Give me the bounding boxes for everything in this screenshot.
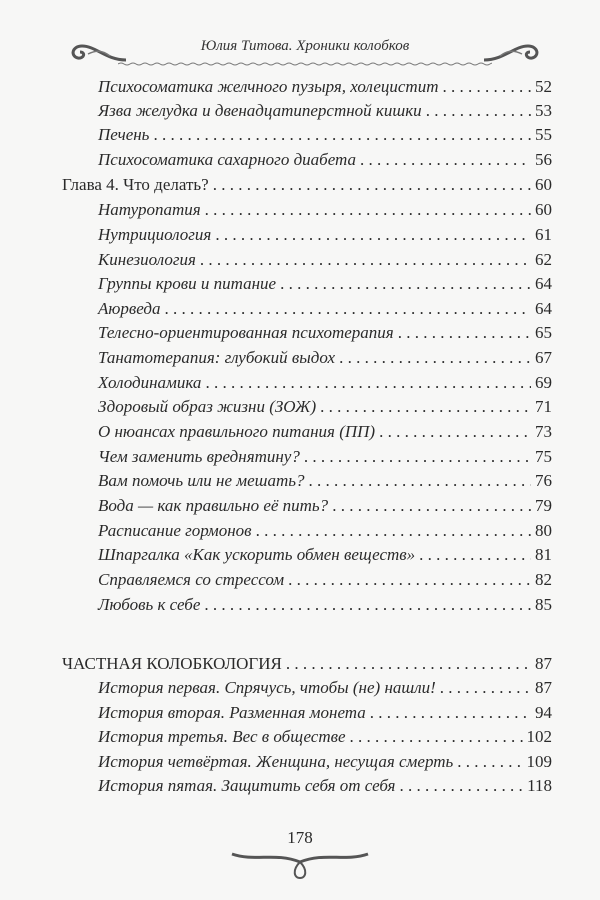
toc-entry-title: Любовь к себе [98,595,201,614]
toc-entry-title: Справляемся со стрессом [98,570,285,589]
toc-entry [98,371,552,395]
toc-entry [98,148,552,172]
toc-page-number: 62 [535,250,552,269]
toc-page-number: 109 [526,752,552,771]
toc-entry-title: Аюрведа [98,299,161,318]
running-header [60,30,550,70]
toc-page-number: 64 [535,274,552,293]
toc-entry [98,568,552,592]
toc-entry-title: Натуропатия [98,200,201,219]
toc-entry-title: Группы крови и питание [98,274,277,293]
dot-leader [457,750,522,774]
toc-page-number: 61 [535,225,552,244]
toc-entry-title: Вода — как правильно её пить? [98,496,329,515]
toc-page-number: 67 [535,348,552,367]
toc-page-number: 76 [535,471,552,490]
toc-page-number: 102 [526,727,552,746]
toc-page-number: 64 [535,299,552,318]
toc-entry [98,543,552,567]
toc-entry-title: Холодинамика [98,373,202,392]
toc-page-number: 71 [535,397,552,416]
dot-leader [153,123,531,147]
toc-entry-title: Нутрициология [98,225,212,244]
toc-entry-title: Вам помочь или не мешать? [98,471,305,490]
toc-page-number: 53 [535,101,552,120]
dot-leader [419,543,531,567]
toc-entry [98,272,552,296]
dot-leader [204,593,531,617]
toc-page-number: 94 [535,703,552,722]
dot-leader [280,272,531,296]
toc-entry-title: История первая. Спрячусь, чтобы (не) нашли! [98,678,436,697]
toc-page-number: 55 [535,125,552,144]
toc-entry [98,223,552,247]
toc-entry [98,519,552,543]
dot-leader [442,75,531,99]
toc-entry-title: Психосоматика желчного пузыря, холецистит [98,77,439,96]
toc-entry [98,248,552,272]
toc-page-number: 80 [535,521,552,540]
toc-entry-title: История вторая. Разменная монета [98,703,366,722]
toc-entry [98,297,552,321]
toc-entry-title: Чем заменить вреднятину? [98,447,300,466]
toc-entry-title: О нюансах правильного питания (ПП) [98,422,376,441]
toc-entry-title: Телесно-ориентированная психотерапия [98,323,394,342]
toc-page-number: 73 [535,422,552,441]
toc-page-number: 87 [535,654,552,673]
dot-leader [304,445,531,469]
dot-leader [339,346,531,370]
wave-rule-icon [118,62,492,66]
dot-leader [200,248,531,272]
toc-page-number: 118 [527,776,552,795]
toc-entry-title: Танатотерапия: глубокий выдох [98,348,336,367]
dot-leader [308,469,531,493]
toc-chapter [62,652,552,676]
toc-entry [98,123,552,147]
dot-leader [350,725,523,749]
dot-leader [288,568,531,592]
toc-page-number: 81 [535,545,552,564]
dot-leader [399,774,523,798]
dot-leader [320,395,531,419]
toc-entry [98,469,552,493]
toc-entry [98,593,552,617]
toc-entry-title: Печень [98,125,150,144]
dot-leader [215,223,531,247]
dot-leader [332,494,531,518]
toc-entry [98,420,552,444]
toc-entry-title: Глава 4. Что делать? [62,175,209,194]
dot-leader [360,148,531,172]
toc-page-number: 56 [535,150,552,169]
scroll-ornament-right-icon [482,38,544,66]
dot-leader [256,519,531,543]
toc-entry-title: История третья. Вес в обществе [98,727,346,746]
toc-entry [98,395,552,419]
toc-entry-title: Кинезиология [98,250,196,269]
toc-entry [98,445,552,469]
toc-entry [98,321,552,345]
dot-leader [379,420,531,444]
dot-leader [205,371,531,395]
toc-entry [98,346,552,370]
toc-page-number: 60 [535,175,552,194]
dot-leader [205,198,531,222]
toc-page-number: 82 [535,570,552,589]
dot-leader [164,297,531,321]
toc-entry [98,198,552,222]
toc-entry-title: Язва желудка и двенадцатиперстной кишки [98,101,422,120]
toc-entry [98,99,552,123]
toc-chapter [62,173,552,197]
toc-page-number: 85 [535,595,552,614]
dot-leader [426,99,531,123]
book-title: Юлия Титова. Хроники колобков [200,38,410,54]
toc-entry [98,750,552,774]
toc-entry-title: История четвёртая. Женщина, несущая смерть [98,752,454,771]
toc-entry [98,676,552,700]
toc-entry-title: Здоровый образ жизни (ЗОЖ) [98,397,317,416]
flourish-ornament-icon [230,850,370,880]
toc-entry [98,75,552,99]
dot-leader [398,321,531,345]
toc-entry-title: ЧАСТНАЯ КОЛОБКОЛОГИЯ [62,654,282,673]
toc-page-number: 87 [535,678,552,697]
toc-entry [98,494,552,518]
toc-page-number: 60 [535,200,552,219]
dot-leader [440,676,531,700]
toc-entry [98,701,552,725]
toc-page-number: 52 [535,77,552,96]
toc-entry-title: История пятая. Защитить себя от себя [98,776,396,795]
toc-entry-title: Расписание гормонов [98,521,252,540]
page-number: 178 [287,828,313,847]
toc-page-number: 75 [535,447,552,466]
dot-leader [286,652,531,676]
toc-page-number: 69 [535,373,552,392]
toc-entry-title: Психосоматика сахарного диабета [98,150,357,169]
toc-entry [98,774,552,798]
toc-entry [98,725,552,749]
toc-page-number: 65 [535,323,552,342]
toc-page-number: 79 [535,496,552,515]
dot-leader [213,173,531,197]
toc-entry-title: Шпаргалка «Как ускорить обмен веществ» [98,545,416,564]
dot-leader [370,701,531,725]
